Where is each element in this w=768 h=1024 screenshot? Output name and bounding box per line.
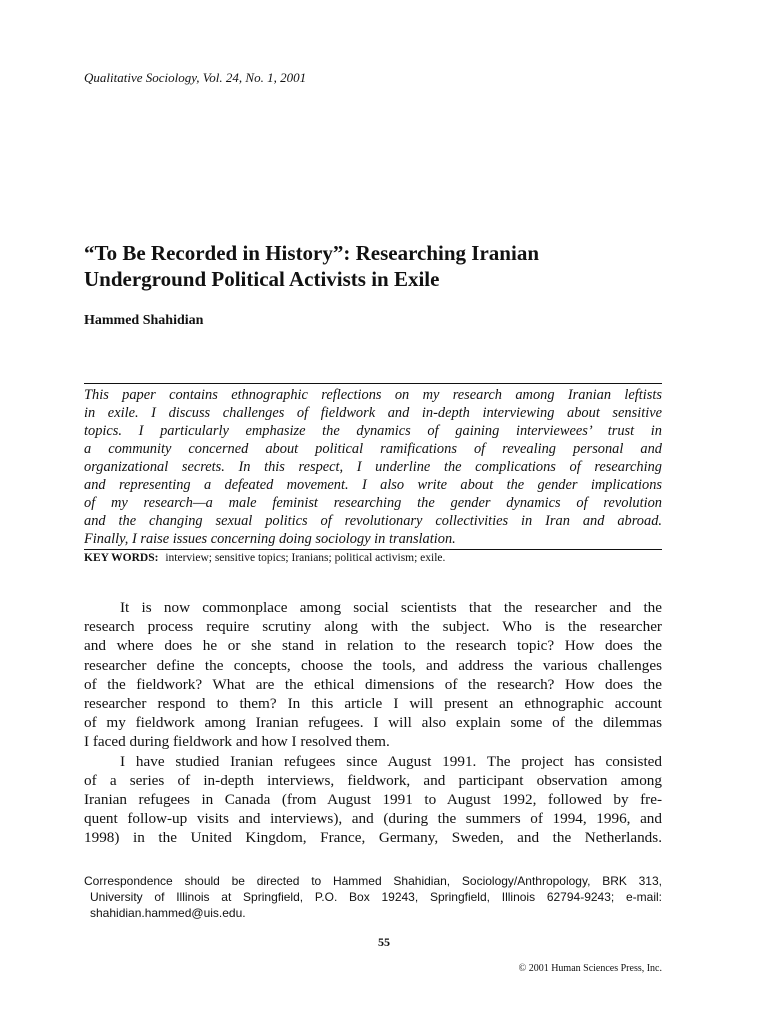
body-line: of my fieldwork among Iranian refugees. I will also explain some of the dilemmas (84, 714, 662, 732)
abstract (84, 386, 662, 548)
title-line: “To Be Recorded in History”: Researching Iranian (84, 241, 539, 265)
copyright-notice: © 2001 Human Sciences Press, Inc. (518, 963, 662, 974)
abstract-line: and representing a defeated movement. I also write about the gender implications (84, 477, 662, 493)
abstract-line: in exile. I discuss challenges of fieldwork and in-depth interviewing about sensitive (84, 405, 662, 421)
correspondence-line: Correspondence should be directed to Hammed Shahidian, Sociology/Anthropology, BRK 313, (84, 874, 662, 888)
abstract-line: Finally, I raise issues concerning doing sociology in translation. (84, 531, 456, 547)
body-line: of the fieldwork? What are the ethical dimensions of the research? How does the (84, 675, 662, 693)
body-line: researcher define the concepts, choose the tools, and address the various challenges (84, 656, 662, 674)
body-line: I have studied Iranian refugees since August 1991. The project has consisted (120, 752, 662, 770)
abstract-line: This paper contains ethnographic reflections on my research among Iranian leftists (84, 387, 662, 403)
journal-reference: Qualitative Sociology, Vol. 24, No. 1, 2001 (84, 70, 307, 85)
abstract-bottom-rule (84, 549, 662, 550)
abstract-line: a community concerned about political ramifications of revealing personal and (84, 441, 662, 457)
abstract-line: of my research—a male feminist researching the gender dynamics of revolution (84, 495, 662, 511)
body-line: researcher respond to them? In this article I will present an ethnographic account (84, 695, 662, 713)
body-line: I faced during fieldwork and how I resolved them. (84, 733, 390, 751)
body-text (84, 598, 662, 848)
keywords-list: interview; sensitive topics; Iranians; political activism; exile. (165, 552, 446, 564)
body-line: Iranian refugees in Canada (from August 1991 to August 1992, followed by fre- (84, 791, 662, 809)
correspondence-note (84, 873, 662, 921)
article-title (84, 240, 694, 292)
body-line: research process require scrutiny along with the subject. Who is the researcher (84, 618, 662, 636)
keywords-label: KEY WORDS: (84, 552, 159, 564)
body-line: and where does he or she stand in relation to the research topic? How does the (84, 637, 662, 655)
title-line: Underground Political Activists in Exile (84, 267, 440, 291)
abstract-line: topics. I particularly emphasize the dynamics of gaining interviewees’ trust in (84, 423, 662, 439)
abstract-line: and the changing sexual politics of revolutionary collectivities in Iran and abroad. (84, 513, 662, 529)
page-number: 55 (378, 935, 390, 949)
body-line: It is now commonplace among social scientists that the researcher and the (120, 599, 662, 616)
correspondence-line: shahidian.hammed@uis.edu. (90, 906, 246, 920)
author-name: Hammed Shahidian (84, 313, 204, 328)
keywords (84, 552, 662, 564)
abstract-top-rule (84, 383, 662, 384)
body-line: quent follow-up visits and interviews), and (during the summers of 1994, 1996, and (84, 810, 662, 828)
abstract-line: organizational secrets. In this respect, I underline the complications of researching (84, 459, 662, 475)
correspondence-line: University of Illinois at Springfield, P.O. Box 19243, Springfield, Illinois 62794-9243; e-mail: (90, 890, 662, 904)
body-line: of a series of in-depth interviews, fieldwork, and participant observation among (84, 771, 662, 789)
body-line: 1998) in the United Kingdom, France, Germany, Sweden, and the Netherlands. (84, 829, 662, 847)
